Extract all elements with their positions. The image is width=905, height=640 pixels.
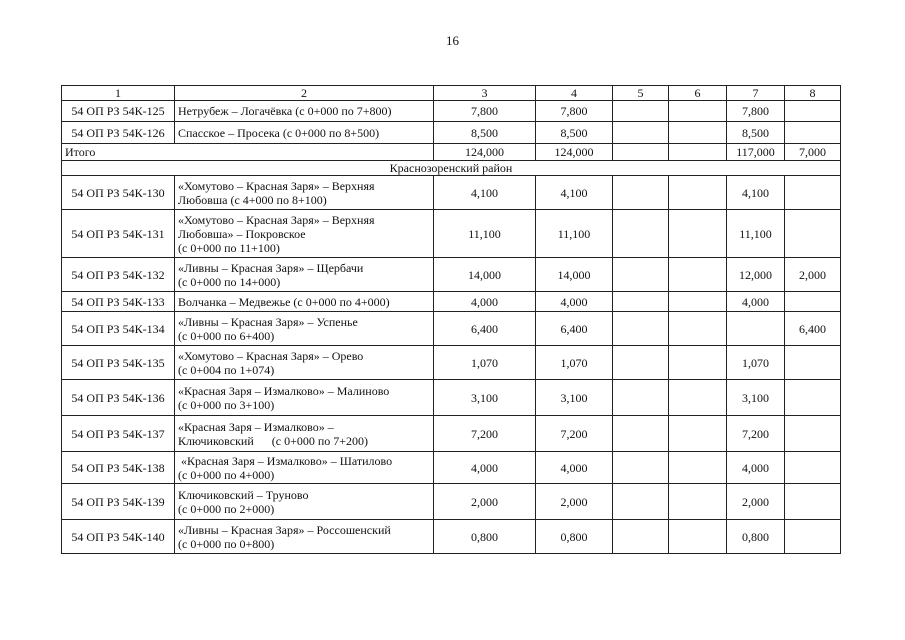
road-code-cell: 54 ОП РЗ 54К-140 <box>62 520 175 554</box>
road-code-cell: 54 ОП РЗ 54К-132 <box>62 258 175 292</box>
total-c5-cell <box>613 144 669 161</box>
road-name-cell: «Красная Заря – Измалково» – Ключиковский (с 0+000 по 7+200) <box>175 416 434 452</box>
road-code-cell: 54 ОП РЗ 54К-130 <box>62 176 175 210</box>
table-row <box>62 122 841 144</box>
total-c8-cell: 7,000 <box>785 144 841 161</box>
col8-cell <box>785 452 841 484</box>
col3-cell: 4,100 <box>434 176 536 210</box>
col7-cell: 2,000 <box>727 484 785 520</box>
road-code-cell: 54 ОП РЗ 54К-134 <box>62 312 175 346</box>
col7-cell: 7,200 <box>727 416 785 452</box>
road-name-cell: Нетрубеж – Логачёвка (с 0+000 по 7+800) <box>175 101 434 122</box>
col3-cell: 2,000 <box>434 484 536 520</box>
road-name-cell: «Ливны – Красная Заря» – Успенье (с 0+000 по 6+400) <box>175 312 434 346</box>
table-row <box>62 346 841 380</box>
col8-cell <box>785 484 841 520</box>
col5-cell <box>613 520 669 554</box>
col4-cell: 7,800 <box>536 101 613 122</box>
col3-cell: 7,800 <box>434 101 536 122</box>
col7-cell: 7,800 <box>727 101 785 122</box>
col5-cell <box>613 101 669 122</box>
col4-cell: 1,070 <box>536 346 613 380</box>
table-row <box>62 176 841 210</box>
col6-cell <box>669 258 727 292</box>
col5-cell <box>613 484 669 520</box>
col7-cell: 11,100 <box>727 210 785 258</box>
road-code-cell: 54 ОП РЗ 54К-136 <box>62 380 175 416</box>
col7-cell: 12,000 <box>727 258 785 292</box>
table-row <box>62 292 841 312</box>
col4-cell: 11,100 <box>536 210 613 258</box>
header-row <box>62 86 841 101</box>
road-name-cell: «Хомутово – Красная Заря» – Орево (с 0+004 по 1+074) <box>175 346 434 380</box>
col4-cell: 4,100 <box>536 176 613 210</box>
col6-cell <box>669 452 727 484</box>
total-label: Итого <box>62 144 434 161</box>
col3-cell: 1,070 <box>434 346 536 380</box>
col6-cell <box>669 210 727 258</box>
header-cell: 2 <box>175 86 434 101</box>
road-name-cell: Спасское – Просека (с 0+000 по 8+500) <box>175 122 434 144</box>
col3-cell: 4,000 <box>434 292 536 312</box>
header-cell: 7 <box>727 86 785 101</box>
col5-cell <box>613 292 669 312</box>
header-cell: 4 <box>536 86 613 101</box>
col8-cell <box>785 210 841 258</box>
road-code-cell: 54 ОП РЗ 54К-126 <box>62 122 175 144</box>
col5-cell <box>613 380 669 416</box>
col5-cell <box>613 346 669 380</box>
header-cell: 5 <box>613 86 669 101</box>
col3-cell: 4,000 <box>434 452 536 484</box>
total-c7-cell: 117,000 <box>727 144 785 161</box>
table-row <box>62 452 841 484</box>
col6-cell <box>669 292 727 312</box>
table-row <box>62 484 841 520</box>
col6-cell <box>669 312 727 346</box>
col5-cell <box>613 176 669 210</box>
road-code-cell: 54 ОП РЗ 54К-135 <box>62 346 175 380</box>
col8-cell <box>785 292 841 312</box>
road-name-cell: «Хомутово – Красная Заря» – Верхняя Любовша (с 4+000 по 8+100) <box>175 176 434 210</box>
total-row <box>62 144 841 161</box>
road-name-cell: «Ливны – Красная Заря» – Россошенский (с 0+000 по 0+800) <box>175 520 434 554</box>
col8-cell <box>785 122 841 144</box>
page-number: 16 <box>446 33 459 48</box>
col6-cell <box>669 484 727 520</box>
table-row <box>62 312 841 346</box>
road-name-cell: «Ливны – Красная Заря» – Щербачи (с 0+000 по 14+000) <box>175 258 434 292</box>
col5-cell <box>613 258 669 292</box>
table-row <box>62 380 841 416</box>
table-body <box>62 86 841 554</box>
col4-cell: 3,100 <box>536 380 613 416</box>
col4-cell: 0,800 <box>536 520 613 554</box>
col5-cell <box>613 210 669 258</box>
road-name-cell: Волчанка – Медвежье (с 0+000 по 4+000) <box>175 292 434 312</box>
col7-cell: 4,000 <box>727 292 785 312</box>
col4-cell: 4,000 <box>536 292 613 312</box>
district-title: Краснозоренский район <box>62 161 841 176</box>
col6-cell <box>669 380 727 416</box>
col8-cell <box>785 416 841 452</box>
road-name-cell: «Хомутово – Красная Заря» – Верхняя Любовша» – Покровское (с 0+000 по 11+100) <box>175 210 434 258</box>
col5-cell <box>613 452 669 484</box>
table-row <box>62 101 841 122</box>
col6-cell <box>669 176 727 210</box>
col4-cell: 7,200 <box>536 416 613 452</box>
col4-cell: 4,000 <box>536 452 613 484</box>
roads-table <box>61 85 841 554</box>
col3-cell: 3,100 <box>434 380 536 416</box>
road-code-cell: 54 ОП РЗ 54К-137 <box>62 416 175 452</box>
col6-cell <box>669 520 727 554</box>
col4-cell: 14,000 <box>536 258 613 292</box>
col7-cell: 4,000 <box>727 452 785 484</box>
col7-cell: 3,100 <box>727 380 785 416</box>
col5-cell <box>613 122 669 144</box>
col6-cell <box>669 346 727 380</box>
col5-cell <box>613 416 669 452</box>
col7-cell <box>727 312 785 346</box>
header-cell: 6 <box>669 86 727 101</box>
road-code-cell: 54 ОП РЗ 54К-133 <box>62 292 175 312</box>
header-cell: 3 <box>434 86 536 101</box>
col4-cell: 8,500 <box>536 122 613 144</box>
col3-cell: 7,200 <box>434 416 536 452</box>
district-row <box>62 161 841 176</box>
road-code-cell: 54 ОП РЗ 54К-138 <box>62 452 175 484</box>
header-cell: 1 <box>62 86 175 101</box>
total-c6-cell <box>669 144 727 161</box>
road-code-cell: 54 ОП РЗ 54К-125 <box>62 101 175 122</box>
table-row <box>62 416 841 452</box>
road-code-cell: 54 ОП РЗ 54К-139 <box>62 484 175 520</box>
road-name-cell: «Красная Заря – Измалково» – Шатилово (с 0+000 по 4+000) <box>175 452 434 484</box>
col8-cell: 6,400 <box>785 312 841 346</box>
col3-cell: 11,100 <box>434 210 536 258</box>
col3-cell: 14,000 <box>434 258 536 292</box>
col7-cell: 1,070 <box>727 346 785 380</box>
road-name-cell: «Красная Заря – Измалково» – Малиново (с 0+000 по 3+100) <box>175 380 434 416</box>
col6-cell <box>669 101 727 122</box>
col5-cell <box>613 312 669 346</box>
col8-cell <box>785 176 841 210</box>
table-row <box>62 258 841 292</box>
col7-cell: 4,100 <box>727 176 785 210</box>
table-row <box>62 520 841 554</box>
col4-cell: 2,000 <box>536 484 613 520</box>
col3-cell: 0,800 <box>434 520 536 554</box>
col6-cell <box>669 122 727 144</box>
col3-cell: 6,400 <box>434 312 536 346</box>
total-c4-cell: 124,000 <box>536 144 613 161</box>
col8-cell <box>785 380 841 416</box>
col8-cell <box>785 101 841 122</box>
col8-cell <box>785 520 841 554</box>
col3-cell: 8,500 <box>434 122 536 144</box>
col7-cell: 8,500 <box>727 122 785 144</box>
total-c3-cell: 124,000 <box>434 144 536 161</box>
road-name-cell: Ключиковский – Труново (с 0+000 по 2+000) <box>175 484 434 520</box>
col4-cell: 6,400 <box>536 312 613 346</box>
col6-cell <box>669 416 727 452</box>
col7-cell: 0,800 <box>727 520 785 554</box>
road-code-cell: 54 ОП РЗ 54К-131 <box>62 210 175 258</box>
table-row <box>62 210 841 258</box>
col8-cell <box>785 346 841 380</box>
header-cell: 8 <box>785 86 841 101</box>
col8-cell: 2,000 <box>785 258 841 292</box>
